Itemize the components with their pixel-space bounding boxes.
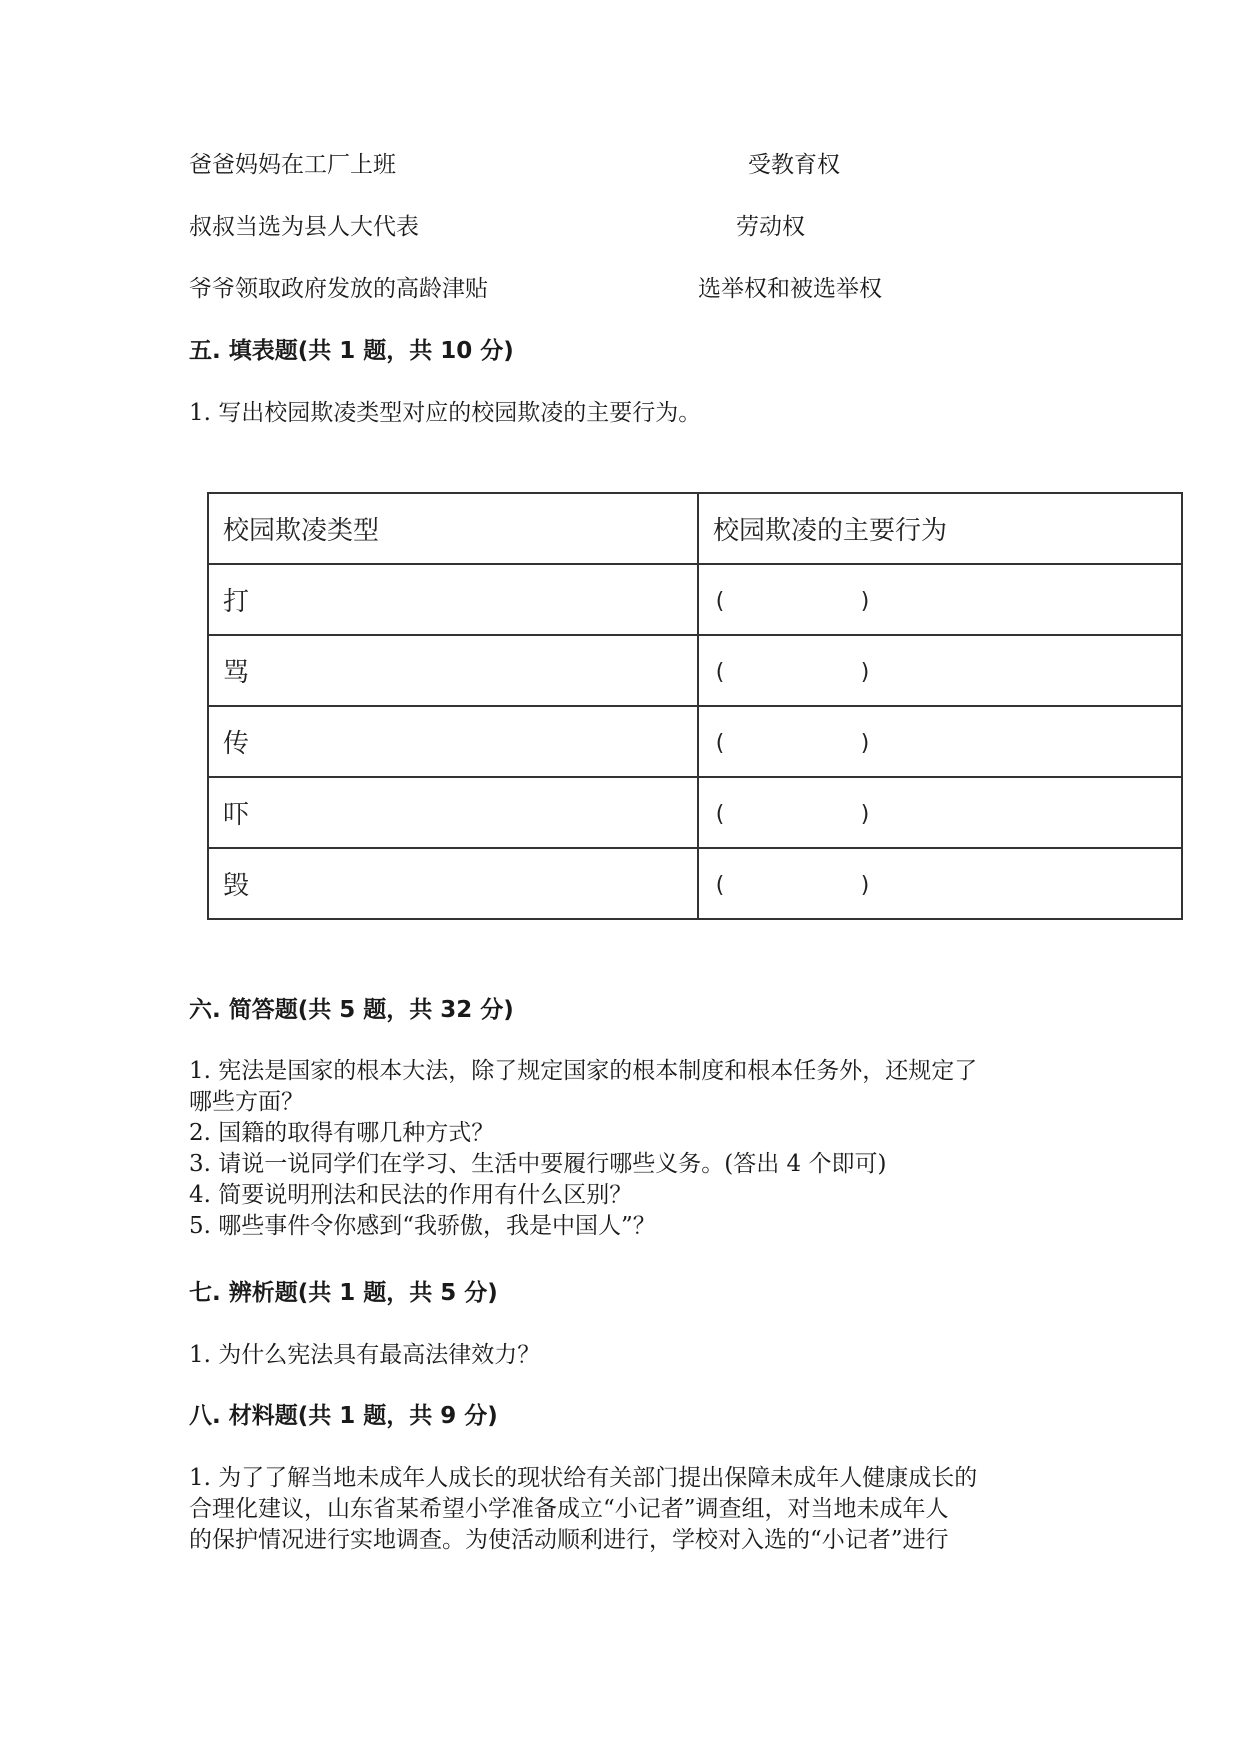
- answer-blank: ( ): [713, 659, 872, 685]
- table-header-row: [208, 493, 1182, 564]
- question-2: 2. 国籍的取得有哪几种方式？: [189, 1120, 495, 1146]
- question-5: 5. 哪些事件令你感到“我骄傲，我是中国人”？: [189, 1213, 656, 1239]
- matching-left-2: 叔叔当选为县人大代表: [189, 214, 419, 240]
- table-row: [208, 564, 1182, 635]
- table-cell-blank: [698, 848, 1182, 919]
- matching-right-3: 选举权和被选举权: [698, 276, 882, 302]
- table-cell-type: 打: [208, 564, 698, 635]
- table-row: [208, 635, 1182, 706]
- table-row: [208, 848, 1182, 919]
- material-line-1: 1. 为了了解当地未成年人成长的现状给有关部门提出保障未成年人健康成长的: [189, 1465, 978, 1491]
- matching-left-3: 爷爷领取政府发放的高龄津贴: [189, 276, 488, 302]
- table-cell-blank: [698, 564, 1182, 635]
- section-7-question-1: 1. 为什么宪法具有最高法律效力？: [189, 1342, 541, 1368]
- answer-blank: ( ): [713, 730, 872, 756]
- bullying-table: [207, 492, 1183, 920]
- table-cell-type: 吓: [208, 777, 698, 848]
- question-3: 3. 请说一说同学们在学习、生活中要履行哪些义务。(答出 4 个即可): [189, 1151, 887, 1177]
- question-4: 4. 简要说明刑法和民法的作用有什么区别？: [189, 1182, 633, 1208]
- section-8-heading: 八. 材料题(共 1 题，共 9 分): [189, 1403, 498, 1429]
- section-7-heading: 七. 辨析题(共 1 题，共 5 分): [189, 1280, 498, 1306]
- table-cell-blank: [698, 635, 1182, 706]
- table-cell-blank: [698, 706, 1182, 777]
- answer-blank: ( ): [713, 801, 872, 827]
- table-cell-type: 骂: [208, 635, 698, 706]
- table-cell-type: 毁: [208, 848, 698, 919]
- question-1-line-1: 1. 宪法是国家的根本大法，除了规定国家的根本制度和根本任务外，还规定了: [189, 1058, 978, 1084]
- question-1-line-2: 哪些方面？: [189, 1089, 304, 1115]
- material-line-3: 的保护情况进行实地调查。为使活动顺利进行，学校对入选的“小记者”进行: [189, 1527, 949, 1553]
- answer-blank: ( ): [713, 872, 872, 898]
- section-6-heading: 六. 简答题(共 5 题，共 32 分): [189, 997, 514, 1023]
- table-row: [208, 777, 1182, 848]
- section-8-material: [189, 1463, 1049, 1556]
- section-6-questions: [189, 1056, 1049, 1242]
- answer-blank: ( ): [713, 588, 872, 614]
- section-5-heading: 五. 填表题(共 1 题，共 10 分): [189, 338, 514, 364]
- matching-right-1: 受教育权: [748, 152, 840, 178]
- matching-right-2: 劳动权: [736, 214, 805, 240]
- section-5-question: 1. 写出校园欺凌类型对应的校园欺凌的主要行为。: [189, 400, 702, 426]
- material-line-2: 合理化建议，山东省某希望小学准备成立“小记者”调查组，对当地未成年人: [189, 1496, 949, 1522]
- table-cell-blank: [698, 777, 1182, 848]
- table-cell-type: 传: [208, 706, 698, 777]
- matching-left-1: 爸爸妈妈在工厂上班: [189, 152, 396, 178]
- table-row: [208, 706, 1182, 777]
- table-header-behavior: 校园欺凌的主要行为: [698, 493, 1182, 564]
- table-header-type: 校园欺凌类型: [208, 493, 698, 564]
